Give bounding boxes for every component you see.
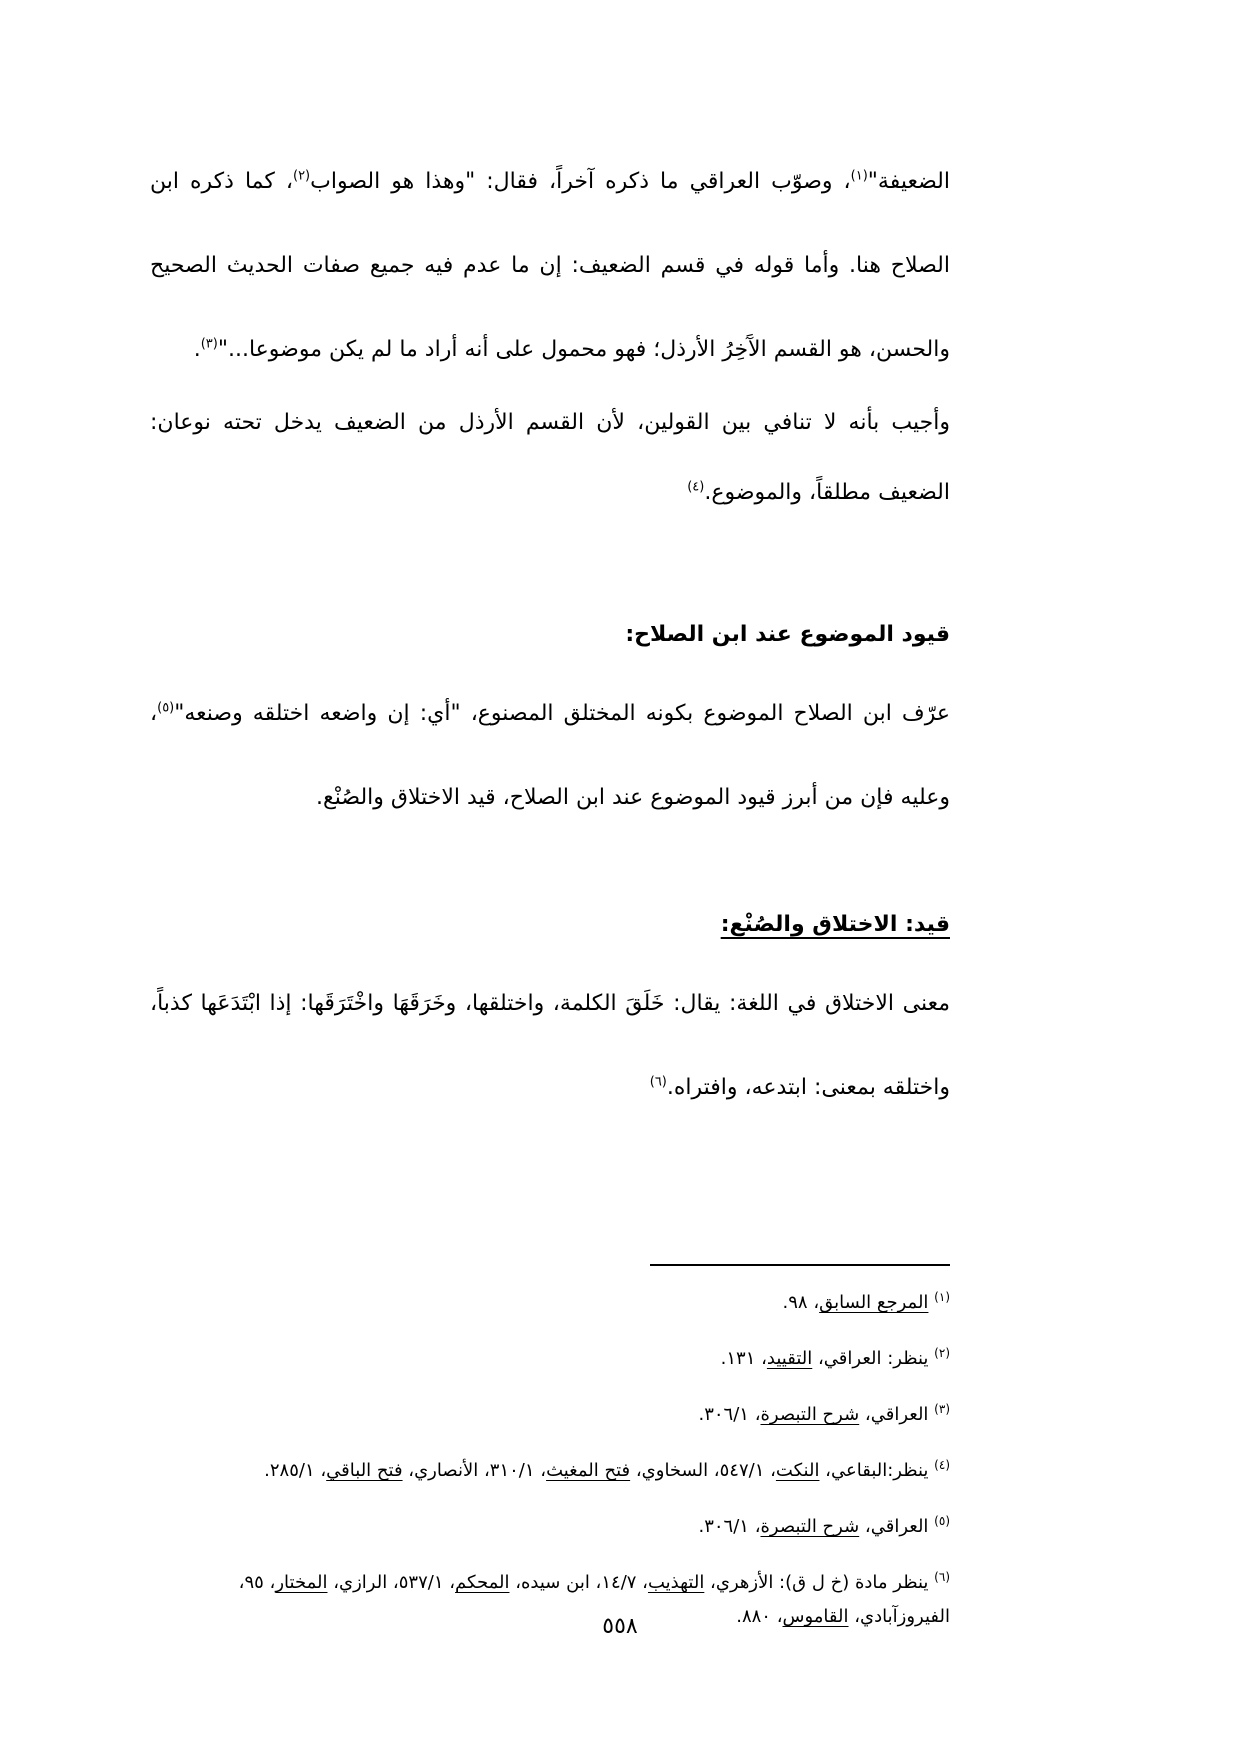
text-run: معنى الاختلاق في اللغة: يقال: خَلَقَ الكلمة، واختلقها، وخَرَقَهَا واخْتَرَقَها: إذا ابْتَدَعَها كذباً، واختلقه بمعنى: ابتدعه، وافتراه. [150,991,950,1100]
text-run: عرّف ابن الصلاح الموضوع بكونه المختلق المصنوع، "أي: إن واضعه اختلقه وصنعه" [174,701,950,726]
source-title: المحكم [455,1572,510,1593]
source-title: فتح الباقي [326,1460,403,1481]
footnote-number: (١) [934,1290,950,1304]
footnote-ref-2[interactable]: (٢) [292,168,311,184]
source-title: المختار [275,1572,328,1593]
text-run: ، ٢٨٥/١. [264,1460,327,1481]
text-run: ، ٩٥، الفيروزآبادي، [238,1572,950,1627]
footnote-number: (٦) [934,1570,950,1584]
text-run: ينظر مادة (خ ل ق): الأزهري، [704,1572,929,1593]
text-run: ، ٥٣٧/١، الرازي، [327,1572,456,1593]
text-run: ، كما ذكره ابن الصلاح هنا. وأما قوله في قسم الضعيف: إن ما عدم فيه جميع صفات الحديث الصحيح والحسن، هو القسم الآَخِرُ الأرذل؛ فهو محمول على أنه أراد ما لم يكن موضوعا..." [150,169,950,362]
section-heading-1: قيود الموضوع عند ابن الصلاح: [625,622,950,647]
body-paragraph-4 [150,962,950,1130]
footnote-4 [150,1448,950,1488]
text-run: . [193,337,201,362]
footnote-5 [150,1504,950,1544]
footnote-ref-5[interactable]: (٥) [157,700,175,716]
source-title: شرح التبصرة [760,1516,860,1537]
text-run: ، ٣١٠/١، الأنصاري، [402,1460,547,1481]
text-run: ، ٨٨٠. [736,1606,783,1627]
source-title: المرجع السابق [819,1292,929,1313]
text-run: العراقي، [859,1404,929,1425]
text-run: ينظر: العراقي، [812,1348,929,1369]
text-run: وأجيب بأنه لا تنافي بين القولين، لأن القسم الأرذل من الضعيف يدخل تحته نوعان: الضعيف مطلقاً، والموضوع. [150,410,950,505]
footnote-number: (٣) [934,1402,950,1416]
text-run: ، وعليه فإن من أبرز قيود الموضوع عند ابن الصلاح، قيد الاختلاق والصُنْع. [150,701,950,810]
text-run: ، ١٤/٧، ابن سيده، [509,1572,648,1593]
footnotes [150,1280,950,1634]
source-title: فتح المغيث [546,1460,631,1481]
footnote-number: (٤) [934,1458,950,1472]
body-paragraph-3 [150,672,950,840]
page-number: ٥٥٨ [602,1614,638,1639]
footnote-3 [150,1392,950,1432]
section-heading-2: قيد: الاختلاق والصُنْع: [720,912,950,937]
source-title: القاموس [782,1606,849,1627]
text-run: ، ١٣١. [720,1348,767,1369]
text-run: ينظر:البقاعي، [819,1460,929,1481]
source-title: التقييد [766,1348,813,1369]
text-run: ، ٣٠٦/١. [698,1404,761,1425]
source-title: النكت [775,1460,820,1481]
source-title: شرح التبصرة [760,1404,860,1425]
footnote-number: (٢) [934,1346,950,1360]
text-run: الضعيفة" [867,169,950,194]
body-paragraph-1 [150,140,950,392]
body-paragraph-2 [150,388,950,528]
text-run: ، وصوّب العراقي ما ذكره آخراً، فقال: "وهذا هو الصواب [310,169,851,194]
text-run: ، ٣٠٦/١. [698,1516,761,1537]
footnote-ref-6[interactable]: (٦) [649,1074,667,1090]
text-run: ، ٥٤٧/١، السخاوي، [630,1460,776,1481]
footnote-ref-3[interactable]: (٣) [200,336,218,352]
footnote-ref-1[interactable]: (١) [850,168,868,184]
footnote-number: (٥) [934,1514,950,1528]
source-title: التهذيب [647,1572,705,1593]
footnote-ref-4[interactable]: (٤) [687,479,705,495]
text-run: العراقي، [859,1516,929,1537]
footnote-1 [150,1280,950,1320]
footnote-2 [150,1336,950,1376]
text-run: ، ٩٨. [782,1292,820,1313]
footnote-separator [650,1264,950,1266]
